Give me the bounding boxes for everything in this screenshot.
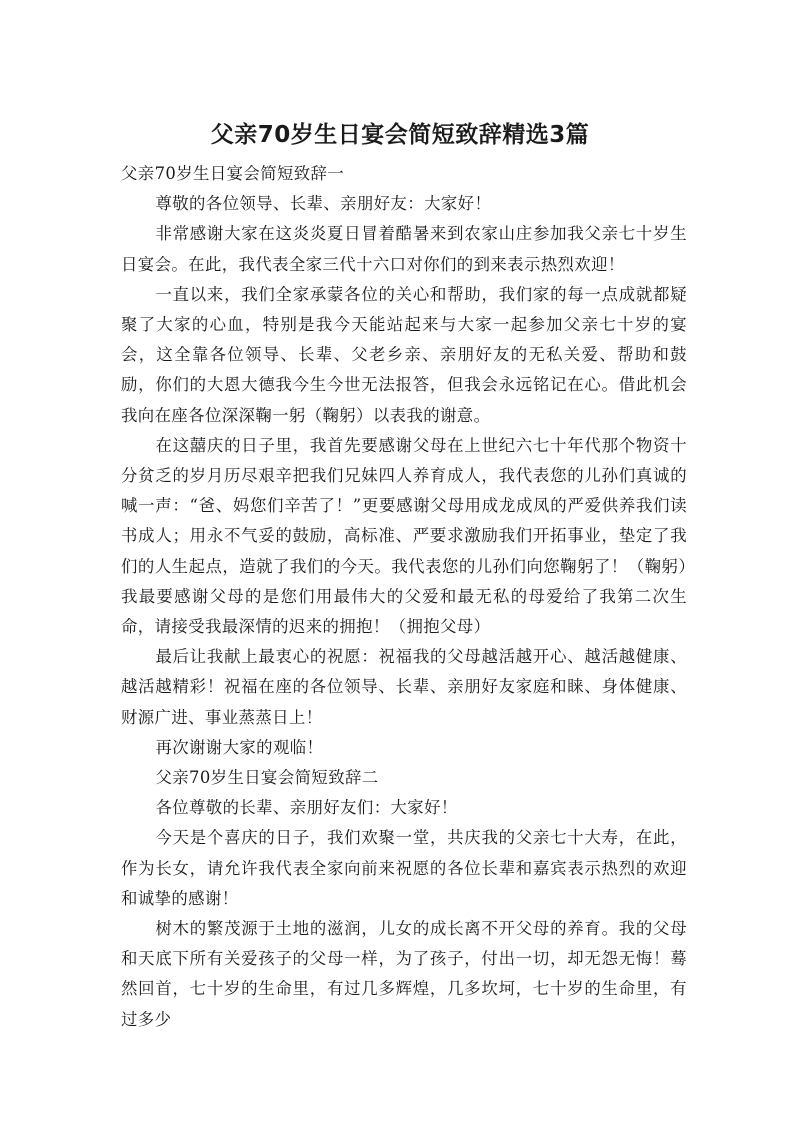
paragraph: 再次谢谢大家的观临！ — [155, 737, 324, 757]
paragraph-greeting-2: 各位尊敬的长辈、亲朋好友们：大家好！ — [155, 798, 458, 818]
document-title: 父亲70岁生日宴会简短致辞精选3篇 — [210, 122, 590, 148]
section-heading-2: 父亲70岁生日宴会简短致辞二 — [155, 768, 379, 788]
section-heading-1: 父亲70岁生日宴会简短致辞一 — [121, 164, 345, 183]
paragraph: 在这囍庆的日子里，我首先要感谢父母在上世纪六七十年代那个物资十分贫乏的岁月历尽艰辛把我们兄妹四人养育成人，我代表您的儿孙们真诚的喊一声：“爸、妈您们辛苦了！”更要感谢父母用成龙成凤的严爱供养我们读书成人；用永不气妥的鼓励，高标准、严要求激励我们开拓事业，垫定了我们的人生起点，造就了我们的今天。我代表您的儿孙们向您鞠躬了！（鞠躬）我最要感谢父母的是您们用最伟大的父爱和最无私的母爱给了我第二次生命，请接受我最深情的迟来的拥抱！（拥抱父母） — [121, 435, 687, 637]
document-body — [121, 159, 687, 1035]
paragraph: 今天是个喜庆的日子，我们欢聚一堂，共庆我的父亲七十大寿，在此，作为长女，请允许我代表全家向前来祝愿的各位长辈和嘉宾表示热烈的欢迎和诚挚的感谢！ — [121, 828, 687, 908]
paragraph-greeting-1: 尊敬的各位领导、长辈、亲朋好友：大家好！ — [155, 194, 492, 214]
paragraph: 最后让我献上最衷心的祝愿：祝福我的父母越活越开心、越活越健康、越活越精彩！祝福在座的各位领导、长辈、亲朋好友家庭和睐、身体健康、财源广进、事业蒸蒸日上！ — [121, 647, 687, 727]
paragraph: 非常感谢大家在这炎炎夏日冒着酷暑来到农家山庄参加我父亲七十岁生日宴会。在此，我代表全家三代十六口对你们的到来表示热烈欢迎！ — [121, 224, 687, 274]
paragraph: 树木的繁茂源于土地的滋润，儿女的成长离不开父母的养育。我的父母和天底下所有关爱孩子的父母一样，为了孩子，付出一切，却无怨无悔！蓦然回首，七十岁的生命里，有过几多辉煌，几多坎坷，七十岁的生命里，有过多少 — [121, 919, 687, 1029]
paragraph: 一直以来，我们全家承蒙各位的关心和帮助，我们家的每一点成就都疑聚了大家的心血，特别是我今天能站起来与大家一起参加父亲七十岁的宴会，这全靠各位领导、长辈、父老乡亲、亲朋好友的无私关爱、帮助和鼓励，你们的大恩大德我今生今世无法报答，但我会永远铭记在心。借此机会我向在座各位深深鞠一躬（鞠躬）以表我的谢意。 — [121, 284, 687, 425]
